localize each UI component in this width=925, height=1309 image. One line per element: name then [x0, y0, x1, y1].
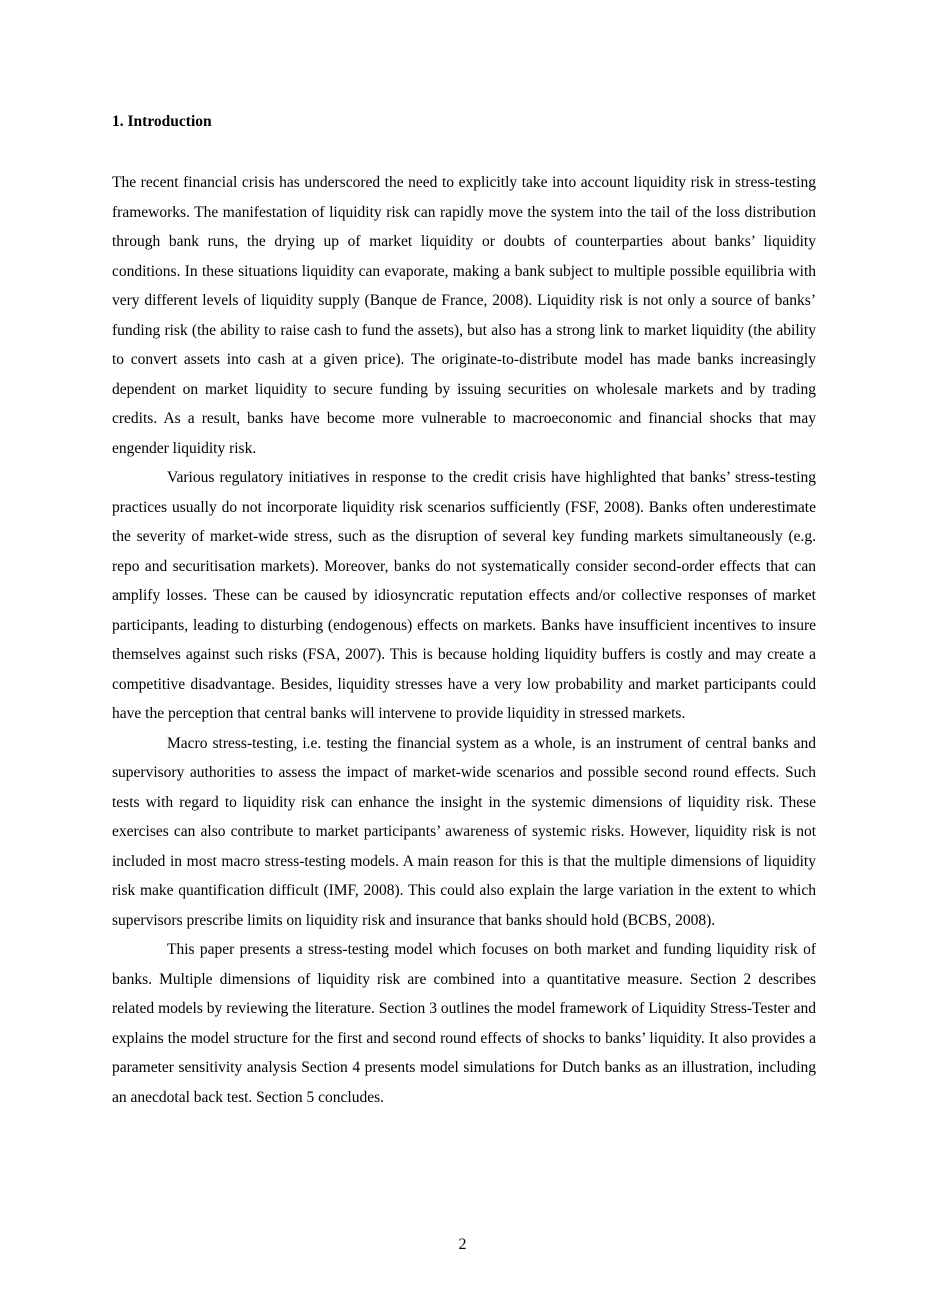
paragraph-2: Various regulatory initiatives in response to the credit crisis have highlighted that banks’ stress-testing practices usually do not incorporate liquidity risk scenarios sufficiently (FSF, 2008). Banks often underestimate the severity of market-wide stress, such as the disruption of several key funding markets simultaneously (e.g. repo and securitisation markets). Moreover, banks do not systematically consider second-order effects that can amplify losses. These can be caused by idiosyncratic reputation effects and/or collective responses of market participants, leading to disturbing (endogenous) effects on markets. Banks have insufficient incentives to insure themselves against such risks (FSA, 2007). This is because holding liquidity buffers is costly and may create a competitive disadvantage. Besides, liquidity stresses have a very low probability and market participants could have the perception that central banks will intervene to provide liquidity in stressed markets.: [112, 469, 816, 722]
section-heading: 1. Introduction: [112, 113, 212, 130]
paragraph-1: The recent financial crisis has underscored the need to explicitly take into account liquidity risk in stress-testing frameworks. The manifestation of liquidity risk can rapidly move the system into the tail of the loss distribution through bank runs, the drying up of market liquidity or doubts of counterparties about banks’ liquidity conditions. In these situations liquidity can evaporate, making a bank subject to multiple possible equilibria with very different levels of liquidity supply (Banque de France, 2008). Liquidity risk is not only a source of banks’ funding risk (the ability to raise cash to fund the assets), but also has a strong link to market liquidity (the ability to convert assets into cash at a given price). The originate-to-distribute model has made banks increasingly dependent on market liquidity to secure funding by issuing securities on wholesale markets and by trading credits. As a result, banks have become more vulnerable to macroeconomic and financial shocks that may engender liquidity risk.: [112, 174, 816, 457]
page-number: 2: [458, 1236, 467, 1253]
paragraph-4: This paper presents a stress-testing model which focuses on both market and funding liquidity risk of banks. Multiple dimensions of liquidity risk are combined into a quantitative measure. Section 2 describes related models by reviewing the literature. Section 3 outlines the model framework of Liquidity Stress-Tester and explains the model structure for the first and second round effects of shocks to banks’ liquidity. It also provides a parameter sensitivity analysis Section 4 presents model simulations for Dutch banks as an illustration, including an anecdotal back test. Section 5 concludes.: [112, 941, 816, 1106]
body-text: [112, 168, 816, 1112]
paragraph-3: Macro stress-testing, i.e. testing the financial system as a whole, is an instrument of central banks and supervisory authorities to assess the impact of market-wide scenarios and possible second round effects. Such tests with regard to liquidity risk can enhance the insight in the systemic dimensions of liquidity risk. These exercises can also contribute to market participants’ awareness of systemic risks. However, liquidity risk is not included in most macro stress-testing models. A main reason for this is that the multiple dimensions of liquidity risk make quantification difficult (IMF, 2008). This could also explain the large variation in the extent to which supervisors prescribe limits on liquidity risk and insurance that banks should hold (BCBS, 2008).: [112, 734, 816, 929]
